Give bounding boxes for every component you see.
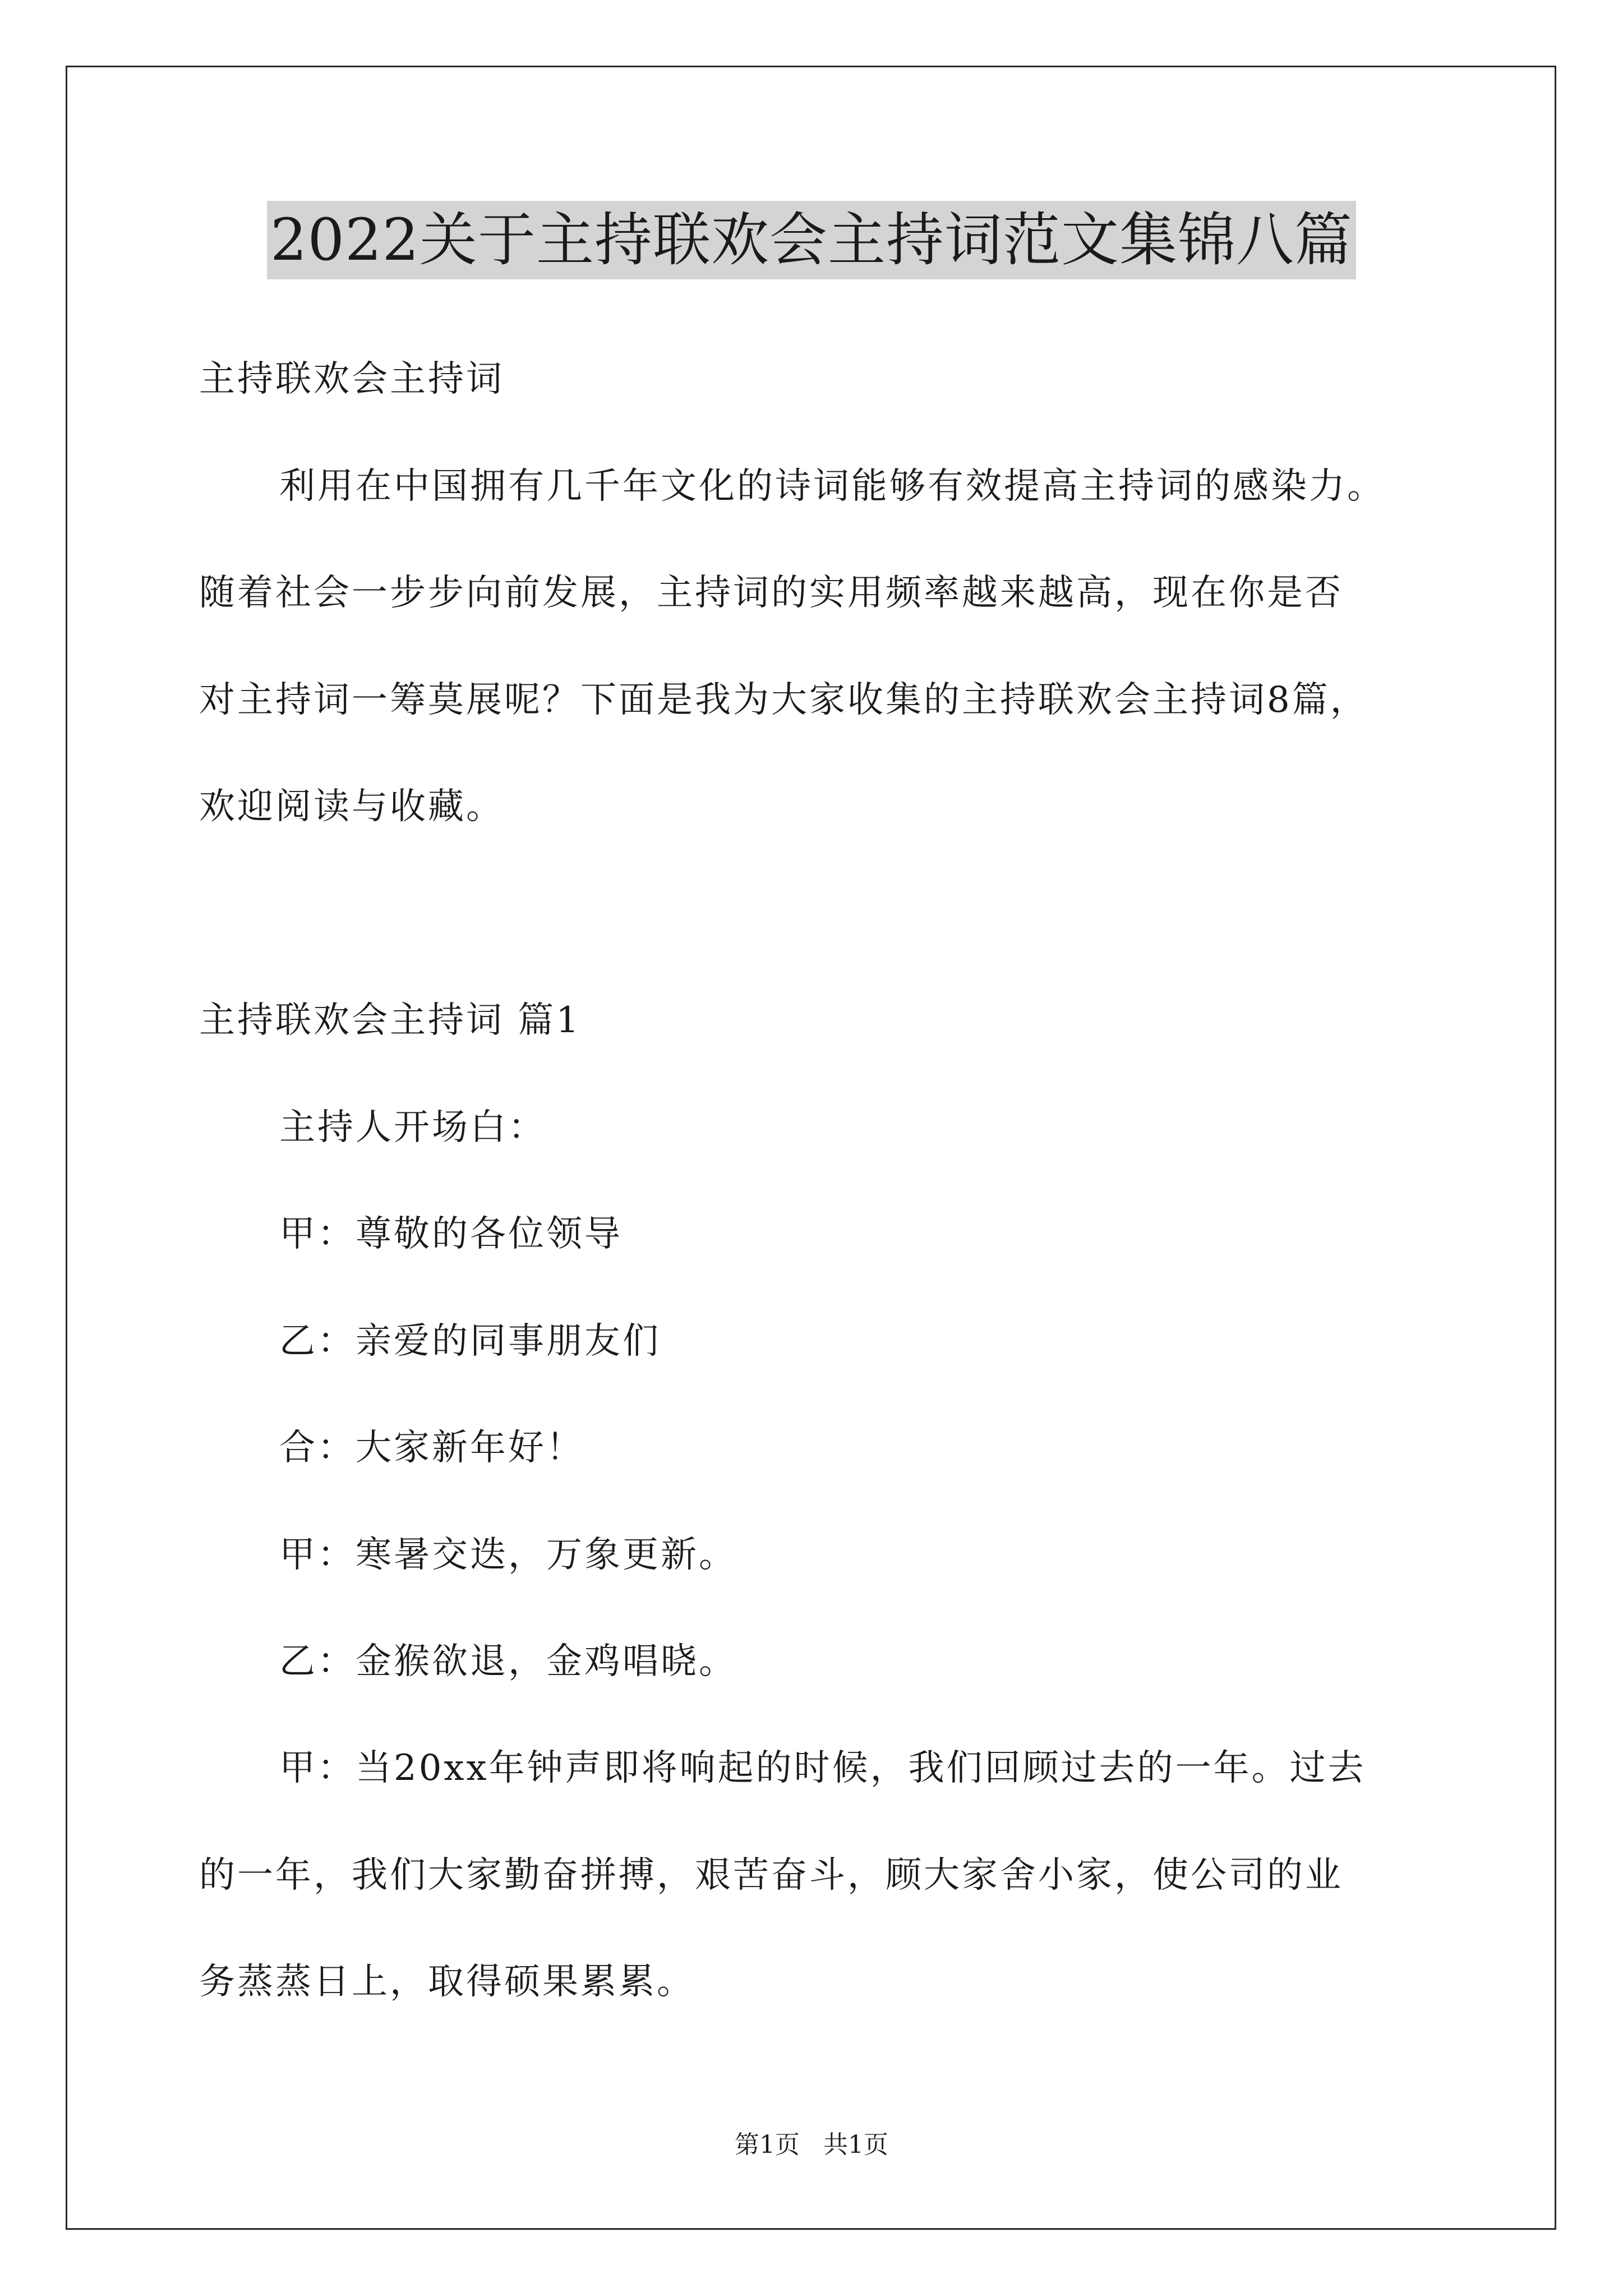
- section-line: 主持人开场白：: [279, 1107, 546, 1148]
- page-footer: 第1页 共1页: [735, 2131, 888, 2159]
- section-line: 乙：亲爱的同事朋友们: [279, 1320, 661, 1362]
- section-line: 甲：尊敬的各位领导: [279, 1213, 623, 1255]
- section-heading: 主持联欢会主持词 篇1: [199, 1000, 582, 1041]
- title-container: [0, 201, 1623, 279]
- intro-paragraph-line: 随着社会一步步向前发展，主持词的实用频率越来越高，现在你是否: [199, 572, 1343, 614]
- section-line: 甲：寒暑交迭，万象更新。: [279, 1534, 737, 1576]
- section-line: 的一年，我们大家勤奋拼搏，艰苦奋斗，顾大家舍小家，使公司的业: [199, 1855, 1343, 1896]
- section-line: 务蒸蒸日上，取得硕果累累。: [199, 1961, 695, 2003]
- section-line: 甲：当20xx年钟声即将响起的时候，我们回顾过去的一年。过去: [279, 1747, 1366, 1789]
- intro-paragraph-line: 对主持词一筹莫展呢？下面是我为大家收集的主持联欢会主持词8篇，: [199, 679, 1368, 721]
- intro-paragraph-line: 欢迎阅读与收藏。: [199, 786, 504, 827]
- intro-paragraph-line: 利用在中国拥有几千年文化的诗词能够有效提高主持词的感染力。: [279, 466, 1385, 507]
- intro-heading: 主持联欢会主持词: [199, 358, 504, 400]
- section-line: 合：大家新年好！: [279, 1427, 584, 1469]
- section-line: 乙：金猴欲退，金鸡唱晓。: [279, 1641, 737, 1682]
- document-title: 2022关于主持联欢会主持词范文集锦八篇: [267, 201, 1356, 279]
